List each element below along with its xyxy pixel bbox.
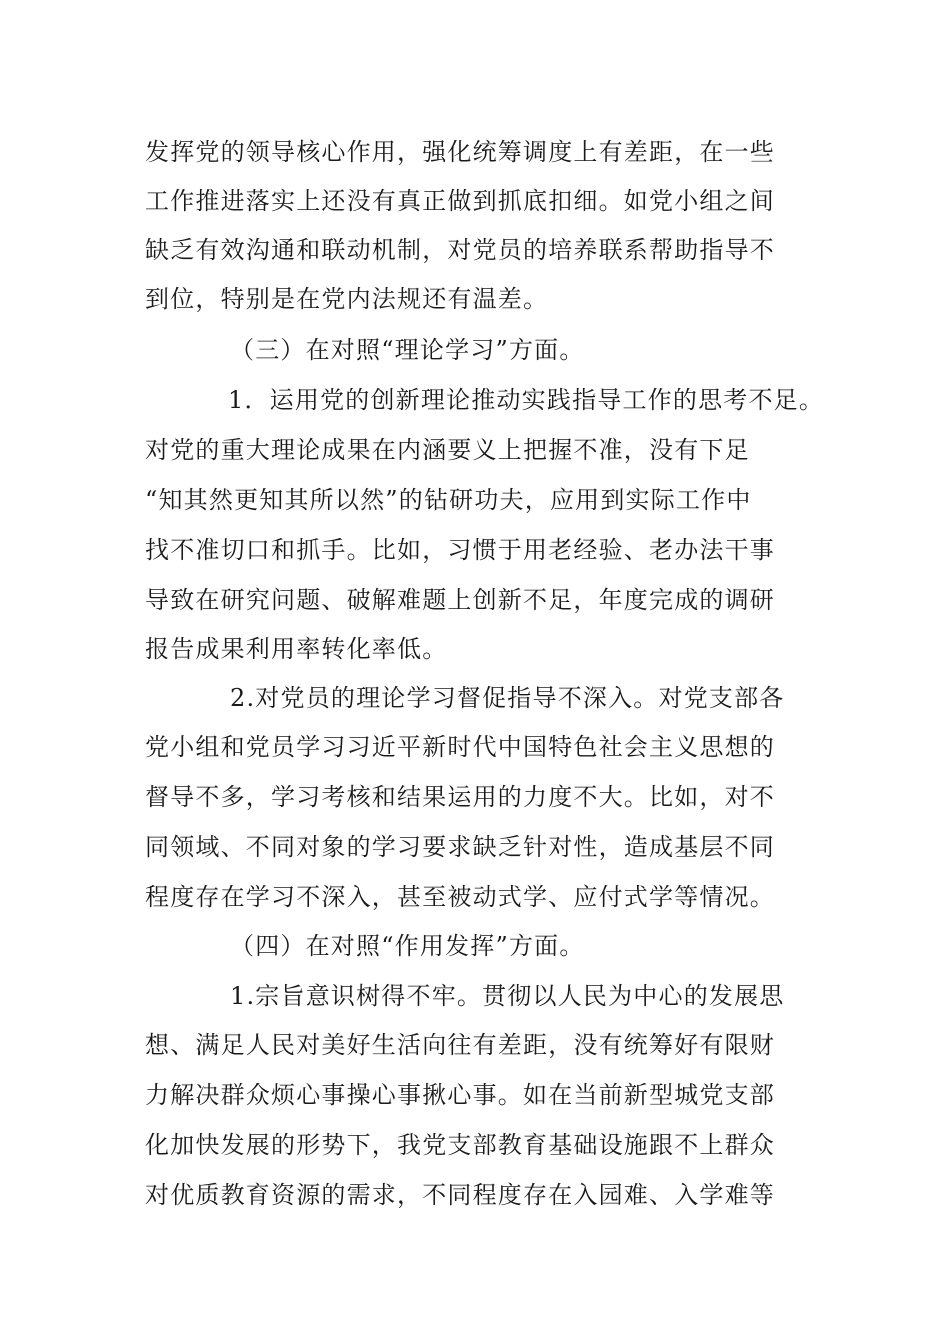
text-line: 对党的重大理论成果在内涵要义上把握不准，没有下足 <box>145 436 750 464</box>
text-line: 找不准切口和抓手。比如，习惯于用老经验、老办法干事 <box>145 536 775 564</box>
text-line: 想、满足人民对美好生活向往有差距，没有统筹好有限财 <box>145 1031 775 1059</box>
text-line: 化加快发展的形势下，我党支部教育基础设施跟不上群众 <box>145 1131 775 1159</box>
text-line: 缺乏有效沟通和联动机制，对党员的培养联系帮助指导不 <box>145 236 775 264</box>
text-line: 导致在研究问题、破解难题上创新不足，年度完成的调研 <box>145 586 775 614</box>
text-line: 到位，特别是在党内法规还有温差。 <box>145 285 549 313</box>
text-line: 党小组和党员学习习近平新时代中国特色社会主义思想的 <box>145 733 775 761</box>
text-line: “知其然更知其所以然”的钻研功夫，应用到实际工作中 <box>145 486 752 514</box>
text-line: 同领域、不同对象的学习要求缺乏针对性，造成基层不同 <box>145 833 775 861</box>
text-line: 工作推进落实上还没有真正做到抓底扣细。如党小组之间 <box>145 187 775 215</box>
text-line: 对优质教育资源的需求，不同程度存在入园难、入学难等 <box>145 1181 775 1209</box>
section-heading-3: （三）在对照“理论学习”方面。 <box>230 336 585 364</box>
paragraph-heading-3-1: 1．运用党的创新理论推动实践指导工作的思考不足。 <box>228 386 825 414</box>
paragraph-heading-3-2: 2.对党员的理论学习督促指导不深入。对党支部各 <box>230 684 785 712</box>
text-line: 发挥党的领导核心作用，强化统筹调度上有差距，在一些 <box>145 138 775 166</box>
text-line: 报告成果利用率转化率低。 <box>145 635 448 663</box>
text-line: 督导不多，学习考核和结果运用的力度不大。比如，对不 <box>145 783 775 811</box>
text-line: 程度存在学习不深入，甚至被动式学、应付式学等情况。 <box>145 883 775 911</box>
section-heading-4: （四）在对照“作用发挥”方面。 <box>230 932 585 960</box>
text-line: 力解决群众烦心事操心事揪心事。如在当前新型城党支部 <box>145 1081 775 1109</box>
paragraph-heading-4-1: 1.宗旨意识树得不牢。贯彻以人民为中心的发展思 <box>230 982 785 1010</box>
